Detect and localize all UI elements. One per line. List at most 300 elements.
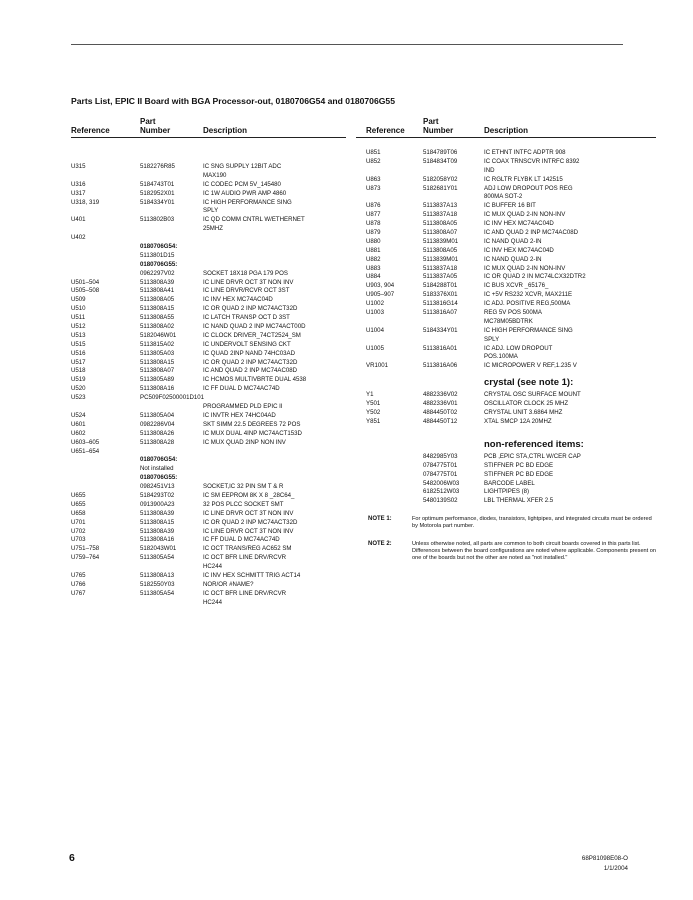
part-number: 5113816A07 — [423, 309, 458, 317]
part-description: SPLY — [484, 335, 500, 343]
part-description: PCB ,EPIC STA,CTRL W/CER CAP — [484, 452, 581, 460]
table-body — [356, 149, 656, 371]
part-description: BARCODE LABEL — [484, 479, 535, 487]
part-reference: U851 — [366, 149, 381, 156]
part-number: 5113837A13 — [423, 202, 458, 210]
part-number: 5182046W01 — [140, 331, 177, 339]
part-number: 5113801D15 — [140, 251, 175, 259]
part-description: SPLY — [203, 207, 219, 215]
part-reference: U512 — [71, 323, 86, 331]
part-reference: U518 — [71, 367, 86, 375]
part-reference: U884 — [366, 273, 381, 281]
part-number: 5113808A13 — [140, 571, 175, 579]
header-number: Number — [423, 126, 454, 135]
part-number: 5113808A02 — [140, 323, 175, 331]
part-reference: U873 — [366, 184, 381, 192]
part-reference: U519 — [71, 376, 86, 384]
part-number: 5184834T09 — [423, 157, 458, 165]
part-reference: U523 — [71, 394, 86, 402]
table-row — [356, 238, 656, 247]
parts-table-right — [356, 114, 656, 572]
part-number: 5113815A02 — [140, 340, 175, 348]
part-description: IC MICROPOWER V REF,1.235 V — [484, 362, 577, 370]
part-description: 800MA SOT-2 — [484, 193, 523, 201]
table-body — [71, 163, 346, 608]
part-reference: U510 — [71, 305, 86, 313]
part-reference: Y501 — [366, 400, 381, 408]
part-description: PROGRAMMED PLD EPIC II — [203, 403, 283, 411]
table-row — [356, 256, 656, 265]
part-description: IC OCT BFR LINE DRV/RCVR — [203, 589, 287, 597]
part-description: IC NAND QUAD 2-IN — [484, 255, 542, 263]
part-number: 4882336V01 — [423, 400, 458, 408]
part-number: 0180706G55: — [140, 474, 178, 482]
table-row — [71, 359, 346, 368]
table-row — [71, 261, 346, 270]
table-row — [356, 291, 656, 300]
part-number: 5182952X01 — [140, 189, 175, 197]
part-number: 5182550Y03 — [140, 580, 175, 588]
table-row — [71, 581, 346, 590]
header-part: Part — [140, 117, 156, 126]
table-row — [71, 199, 346, 208]
header-reference: Reference — [366, 126, 405, 135]
part-reference: U882 — [366, 255, 381, 263]
part-number: 5113808A28 — [140, 438, 175, 446]
part-description: IC AND QUAD 2 INP MC74AC08D — [484, 229, 579, 237]
part-number: 0982451V13 — [140, 483, 175, 491]
part-description: IC FF DUAL D MC74AC74D — [203, 536, 280, 544]
part-description: IC MUX QUAD 2INP NON INV — [203, 438, 286, 446]
part-description: SOCKET 18X18 PGA 179 POS — [203, 269, 288, 277]
part-description: IC MUX QUAD 2-IN NON-INV — [484, 264, 566, 272]
table-row — [356, 176, 656, 185]
part-reference: U1005 — [366, 344, 384, 352]
part-number: 0784775T01 — [423, 461, 458, 469]
table-row — [356, 202, 656, 211]
table-row — [71, 501, 346, 510]
table-row — [71, 305, 346, 314]
part-description: SOCKET,IC 32 PIN SM T & R — [203, 483, 284, 491]
table-row — [71, 341, 346, 350]
part-number: 5113808A05 — [140, 296, 175, 304]
header-number: Number — [140, 126, 171, 135]
part-description: IC OCT BFR LINE DRV/RCVR — [203, 554, 287, 562]
header-rule — [71, 137, 346, 138]
part-reference: Y502 — [366, 409, 381, 417]
part-number: 5113808A05 — [423, 246, 458, 254]
part-description: LIGHTPIPES (8) — [484, 488, 530, 496]
part-description: IC INV HEX MC74AC04D — [203, 296, 273, 304]
part-reference: U524 — [71, 411, 86, 419]
part-description: IC UNDERVOLT SENSING CKT — [203, 340, 291, 348]
table-row — [71, 172, 346, 181]
nonref-table — [356, 453, 656, 506]
part-description: IC RGLTR FLYBK LT 142515 — [484, 175, 563, 183]
table-row — [71, 474, 346, 483]
part-reference: U315 — [71, 163, 86, 170]
part-number: 5113837A18 — [423, 211, 458, 219]
part-description: IC INV HEX MC74AC04D — [484, 246, 554, 254]
table-row — [71, 163, 346, 172]
part-number: PC509F02500001D101 — [140, 394, 205, 402]
part-reference: U651–654 — [71, 447, 100, 455]
part-number: 5113837A18 — [423, 264, 458, 272]
part-description: IC INV HEX MC74AC04D — [484, 220, 554, 228]
header-description: Description — [484, 126, 529, 135]
part-reference: U881 — [366, 246, 381, 254]
part-reference: U513 — [71, 331, 86, 339]
part-number: 5182043W01 — [140, 545, 177, 553]
table-row — [71, 190, 346, 199]
part-description: IC QUAD 2INP NAND 74HC03AD — [203, 349, 295, 357]
part-number: 5184789T06 — [423, 149, 458, 156]
part-reference: U501–504 — [71, 278, 100, 286]
table-row — [71, 563, 346, 572]
part-number: 0982286V04 — [140, 420, 175, 428]
part-description: IC SM EEPROM 8K X 8 _28C64_ — [203, 491, 295, 499]
part-reference: U905–907 — [366, 291, 395, 299]
table-row — [71, 510, 346, 519]
part-description: LBL THERMAL XFER 2.5 — [484, 497, 554, 505]
part-description: IC BUS XCVR _65176_ — [484, 282, 549, 290]
table-row — [71, 421, 346, 430]
part-reference: U655 — [71, 491, 86, 499]
table-row — [356, 193, 656, 202]
table-row — [356, 211, 656, 220]
crystal-table — [356, 391, 656, 427]
part-reference: U601 — [71, 420, 86, 428]
table-row — [71, 456, 346, 465]
part-number: 0913900A23 — [140, 500, 175, 508]
part-number: 5184293T02 — [140, 491, 175, 499]
part-description: IC HIGH PERFORMANCE SING — [203, 198, 292, 206]
nonref-heading: non-referenced items: — [484, 438, 584, 450]
part-description: IC LINE DRVR OCT 3T NON INV — [203, 527, 294, 535]
part-number: 5113808A15 — [140, 358, 175, 366]
part-reference: U766 — [71, 580, 86, 588]
table-row — [71, 403, 346, 412]
part-number: 5113808A16 — [140, 536, 175, 544]
part-reference: U852 — [366, 157, 381, 165]
part-description: IC COAX TRNSCVR INTRFC 8392 — [484, 157, 580, 165]
top-rule — [71, 44, 623, 45]
part-number: 0784775T01 — [423, 470, 458, 478]
part-number: 5113805A89 — [140, 376, 175, 384]
table-row — [356, 409, 656, 418]
crystal-heading: crystal (see note 1): — [484, 377, 574, 389]
part-description: XTAL SMCP 12A 20MHZ — [484, 417, 552, 425]
part-description: HC244 — [203, 563, 222, 571]
part-number: 5182276R85 — [140, 163, 175, 170]
part-reference: Y851 — [366, 417, 381, 425]
table-row — [71, 439, 346, 448]
table-row — [71, 181, 346, 190]
part-number: 5113808A39 — [140, 278, 175, 286]
table-row — [356, 265, 656, 274]
part-number: 5113808A41 — [140, 287, 175, 295]
table-row — [71, 270, 346, 279]
table-row — [71, 385, 346, 394]
table-row — [71, 465, 346, 474]
part-reference: U863 — [366, 175, 381, 183]
part-number: 4884450T12 — [423, 417, 458, 425]
part-reference: U767 — [71, 589, 86, 597]
part-description: IC HCMOS MULTIVBRTE DUAL 4538 — [203, 376, 307, 384]
part-description: IC ADJ. LOW DROPOUT — [484, 344, 553, 352]
table-row — [71, 536, 346, 545]
part-reference: VR1001 — [366, 362, 389, 370]
part-description: IC LINE DRVR OCT 3T NON INV — [203, 509, 294, 517]
table-row — [71, 448, 346, 457]
table-row — [71, 296, 346, 305]
table-row — [356, 418, 656, 427]
part-number: 4882336V02 — [423, 391, 458, 399]
part-reference: U516 — [71, 349, 86, 357]
table-row — [71, 323, 346, 332]
part-description: HC244 — [203, 598, 222, 606]
table-row — [356, 247, 656, 256]
part-number: 5480139S02 — [423, 497, 458, 505]
part-description: NOR/OR #NAME? — [203, 580, 254, 588]
note-text: Unless otherwise noted, all parts are common to both circuit boards covered in this parts list. Differences between the board configurations are noted where applicable. Components present on one of the boards but not the other are noted as "not installed." — [412, 540, 657, 561]
part-number: 5182681Y01 — [423, 184, 458, 192]
table-row — [356, 462, 656, 471]
part-description: STIFFNER PC BD EDGE — [484, 461, 554, 469]
part-number: 6182512W03 — [423, 488, 460, 496]
table-row — [71, 252, 346, 261]
part-number: 5113808A26 — [140, 429, 175, 437]
table-row — [356, 336, 656, 345]
part-number: 5113802B03 — [140, 216, 175, 224]
part-number: 5184288T01 — [423, 282, 458, 290]
table-row — [356, 345, 656, 354]
part-reference: U903, 904 — [366, 282, 395, 290]
table-row — [71, 350, 346, 359]
page-number: 6 — [69, 852, 75, 864]
table-row — [356, 391, 656, 400]
parts-table-left — [71, 114, 346, 608]
part-number: 5184334Y01 — [140, 198, 175, 206]
table-row — [71, 519, 346, 528]
part-reference: U880 — [366, 237, 381, 245]
table-row — [71, 376, 346, 385]
part-number: 5184334Y01 — [423, 326, 458, 334]
part-reference: U520 — [71, 385, 86, 393]
part-description: IC ADJ. POSITIVE REG,500MA — [484, 300, 571, 308]
table-row — [356, 167, 656, 176]
table-row — [356, 497, 656, 506]
part-number: Not installed — [140, 465, 174, 473]
part-number: 5113808A39 — [140, 527, 175, 535]
part-number: 5113808A15 — [140, 305, 175, 313]
note-text: For optimum performance, diodes, transistors, lightpipes, and integrated circuits must be ordered by Motorola part number. — [412, 516, 652, 530]
part-description: IC SNG SUPPLY 12BIT ADC — [203, 163, 282, 170]
table-row — [71, 332, 346, 341]
table-row — [356, 453, 656, 462]
table-row — [356, 353, 656, 362]
part-number: 5113805A54 — [140, 589, 175, 597]
part-reference: U401 — [71, 216, 86, 224]
note-label: NOTE 1: — [368, 516, 392, 523]
table-row — [71, 279, 346, 288]
part-reference: U318, 319 — [71, 198, 100, 206]
part-reference: U879 — [366, 229, 381, 237]
part-reference: U655 — [71, 500, 86, 508]
part-number: 5113808A16 — [140, 385, 175, 393]
note-1 — [356, 516, 656, 530]
part-number: 5113816G14 — [423, 300, 458, 308]
part-reference: U702 — [71, 527, 86, 535]
table-row — [356, 220, 656, 229]
part-description: IC LINE DRVR/RCVR OCT 3ST — [203, 287, 290, 295]
part-description: IC NAND QUAD 2 INP MC74ACT00D — [203, 323, 306, 331]
part-reference: U316 — [71, 180, 86, 188]
note-2 — [356, 541, 656, 563]
table-row — [71, 394, 346, 403]
part-reference: U402 — [71, 234, 86, 242]
table-row — [71, 243, 346, 252]
part-number: 0180706G54: — [140, 243, 178, 251]
table-row — [71, 572, 346, 581]
part-reference: U1004 — [366, 326, 384, 334]
part-description: STIFFNER PC BD EDGE — [484, 470, 554, 478]
table-row — [71, 367, 346, 376]
part-description: IC CODEC PCM 5V_145480 — [203, 180, 281, 188]
document-id-block — [582, 854, 628, 874]
part-number: 0962297V02 — [140, 269, 175, 277]
part-reference: U603–605 — [71, 438, 100, 446]
part-number: 8482985Y03 — [423, 452, 458, 460]
part-number: 5183376X01 — [423, 291, 458, 299]
part-description: IC INVTR HEX 74HC04AD — [203, 411, 276, 419]
part-description: IC QD COMM CNTRL W/ETHERNET — [203, 216, 305, 224]
part-reference: U602 — [71, 429, 86, 437]
part-description: CRYSTAL OSC SURFACE MOUNT — [484, 391, 581, 399]
part-number: 5113808A05 — [423, 220, 458, 228]
table-row — [356, 282, 656, 291]
part-reference: U509 — [71, 296, 86, 304]
table-row — [356, 488, 656, 497]
table-row — [71, 225, 346, 234]
part-number: 0180706G55: — [140, 260, 178, 268]
notes — [356, 516, 656, 562]
part-reference: U765 — [71, 571, 86, 579]
part-description: IC OR QUAD 2 INP MC74ACT32D — [203, 305, 298, 313]
part-description: OSCILLATOR CLOCK 25 MHZ — [484, 400, 569, 408]
part-number: 5482006W03 — [423, 479, 460, 487]
header-reference: Reference — [71, 126, 110, 135]
part-description: IC OR QUAD 2 IN MC74LCX32DTR2 — [484, 273, 586, 281]
part-number: 5184743T01 — [140, 180, 175, 188]
part-description: IC BUFFER 16 BIT — [484, 202, 536, 210]
part-description: IC HIGH PERFORMANCE SING — [484, 326, 573, 334]
part-reference: U878 — [366, 220, 381, 228]
table-row — [71, 545, 346, 554]
table-row — [71, 599, 346, 608]
part-description: IC OR QUAD 2 INP MC74ACT32D — [203, 518, 298, 526]
part-number: 0180706G54: — [140, 456, 178, 464]
part-description: IC LINE DRVR OCT 3T NON INV — [203, 278, 294, 286]
part-reference: U701 — [71, 518, 86, 526]
part-reference: U759–764 — [71, 554, 100, 562]
table-row — [356, 480, 656, 489]
part-description: ADJ LOW DROPOUT POS REG — [484, 184, 573, 192]
part-description: IC OR QUAD 2 INP MC74ACT32D — [203, 358, 298, 366]
table-row — [71, 492, 346, 501]
header-description: Description — [203, 126, 248, 135]
table-row — [356, 318, 656, 327]
part-number: 5113808A07 — [140, 367, 175, 375]
part-description: MC78M05BDTRK — [484, 317, 533, 325]
part-description: IC ETHNT INTFC ADPTR 908 — [484, 149, 566, 156]
part-description: IC INV HEX SCHMITT TRIG ACT14 — [203, 571, 301, 579]
part-number: 5113816A06 — [423, 362, 458, 370]
table-row — [356, 158, 656, 167]
part-number: 5113805A04 — [140, 411, 175, 419]
part-description: IC FF DUAL D MC74AC74D — [203, 385, 280, 393]
part-description: MAX190 — [203, 171, 227, 179]
part-description: IC 1W AUDIO PWR AMP 4860 — [203, 189, 287, 197]
part-number: 5113808A55 — [140, 314, 175, 322]
part-reference: U658 — [71, 509, 86, 517]
table-row — [71, 314, 346, 323]
parts-list-title: Parts List, EPIC II Board with BGA Processor-out, 0180706G54 and 0180706G55 — [71, 96, 395, 106]
part-reference: Y1 — [366, 391, 374, 399]
part-description: 32 POS PLCC SOCKET SMT — [203, 500, 284, 508]
part-number: 5182058Y02 — [423, 175, 458, 183]
table-row — [356, 362, 656, 371]
table-row — [71, 412, 346, 421]
part-number: 5113808A07 — [423, 229, 458, 237]
part-reference: U317 — [71, 189, 86, 197]
part-number: 5113808A39 — [140, 509, 175, 517]
part-reference: U515 — [71, 340, 86, 348]
part-number: 5113837A05 — [423, 273, 458, 281]
part-description: REG 5V POS 500MA — [484, 309, 542, 317]
part-description: 25MHZ — [203, 225, 223, 233]
table-row — [356, 327, 656, 336]
table-row — [71, 528, 346, 537]
header-rule — [356, 137, 656, 138]
part-description: IC +5V RS232 XCVR, MAX211E — [484, 291, 573, 299]
table-row — [71, 207, 346, 216]
part-description: IC LATCH TRANSP OCT D 3ST — [203, 314, 290, 322]
part-description: IC AND QUAD 2 INP MC74AC08D — [203, 367, 298, 375]
part-number: 4884450T02 — [423, 409, 458, 417]
table-row — [71, 554, 346, 563]
part-number: 5113816A01 — [423, 344, 458, 352]
part-description: CRYSTAL UNIT 3.6864 MHZ — [484, 409, 563, 417]
table-row — [356, 273, 656, 282]
part-description: IC MUX DUAL 4INP MC74ACT153D — [203, 429, 302, 437]
table-row — [71, 287, 346, 296]
table-header — [356, 114, 656, 136]
note-label: NOTE 2: — [368, 540, 392, 547]
part-number: 5113839M01 — [423, 255, 459, 263]
part-description: IC NAND QUAD 2-IN — [484, 237, 542, 245]
part-description: SKT SIMM 22.5 DEGREES 72 POS — [203, 420, 301, 428]
table-row — [356, 185, 656, 194]
table-row — [356, 471, 656, 480]
part-reference: U505–508 — [71, 287, 100, 295]
table-row — [356, 149, 656, 158]
table-row — [71, 483, 346, 492]
table-row — [71, 234, 346, 243]
part-reference: U877 — [366, 211, 381, 219]
header-part: Part — [423, 117, 439, 126]
table-row — [356, 229, 656, 238]
